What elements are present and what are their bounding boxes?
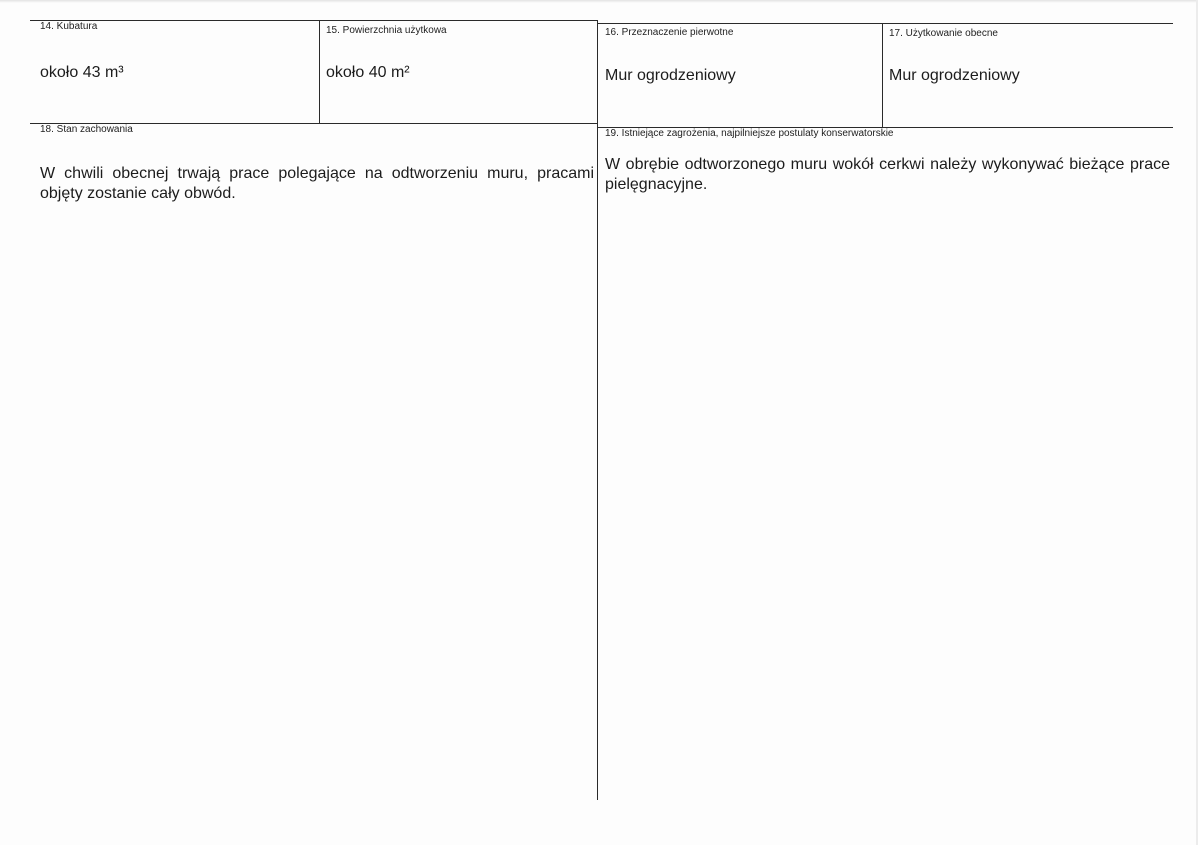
field-value: około 40 m² — [326, 64, 410, 81]
field-label: 15. Powierzchnia użytkowa — [326, 25, 447, 36]
field-label: 17. Użytkowanie obecne — [889, 28, 998, 39]
col-divider-16-17 — [882, 24, 883, 127]
field-text: W obrębie odtworzonego muru wokół cerkwi należy wykonywać bieżące prace pielęgnacyjne. — [605, 156, 1170, 193]
col-divider-14-15 — [319, 21, 320, 123]
field-label: 16. Przeznaczenie pierwotne — [605, 27, 734, 38]
field-value: Mur ogrodzeniowy — [889, 67, 1020, 84]
row1-top-rule-right — [598, 23, 1173, 24]
scan-edge-top — [0, 0, 1198, 3]
field-label: 14. Kubatura — [40, 21, 98, 32]
field-label: 19. Istniejące zagrożenia, najpilniejsze postulaty konserwatorskie — [605, 128, 894, 139]
col-divider-center — [597, 21, 598, 800]
field-text: W chwili obecnej trwają prace polegające na odtworzeniu muru, pracami objęty zostanie cały obwód. — [40, 165, 594, 202]
field-value: Mur ogrodzeniowy — [605, 67, 736, 84]
field-label: 18. Stan zachowania — [40, 124, 133, 135]
field-value: około 43 m³ — [40, 64, 124, 81]
row1-top-rule-left — [30, 20, 598, 21]
